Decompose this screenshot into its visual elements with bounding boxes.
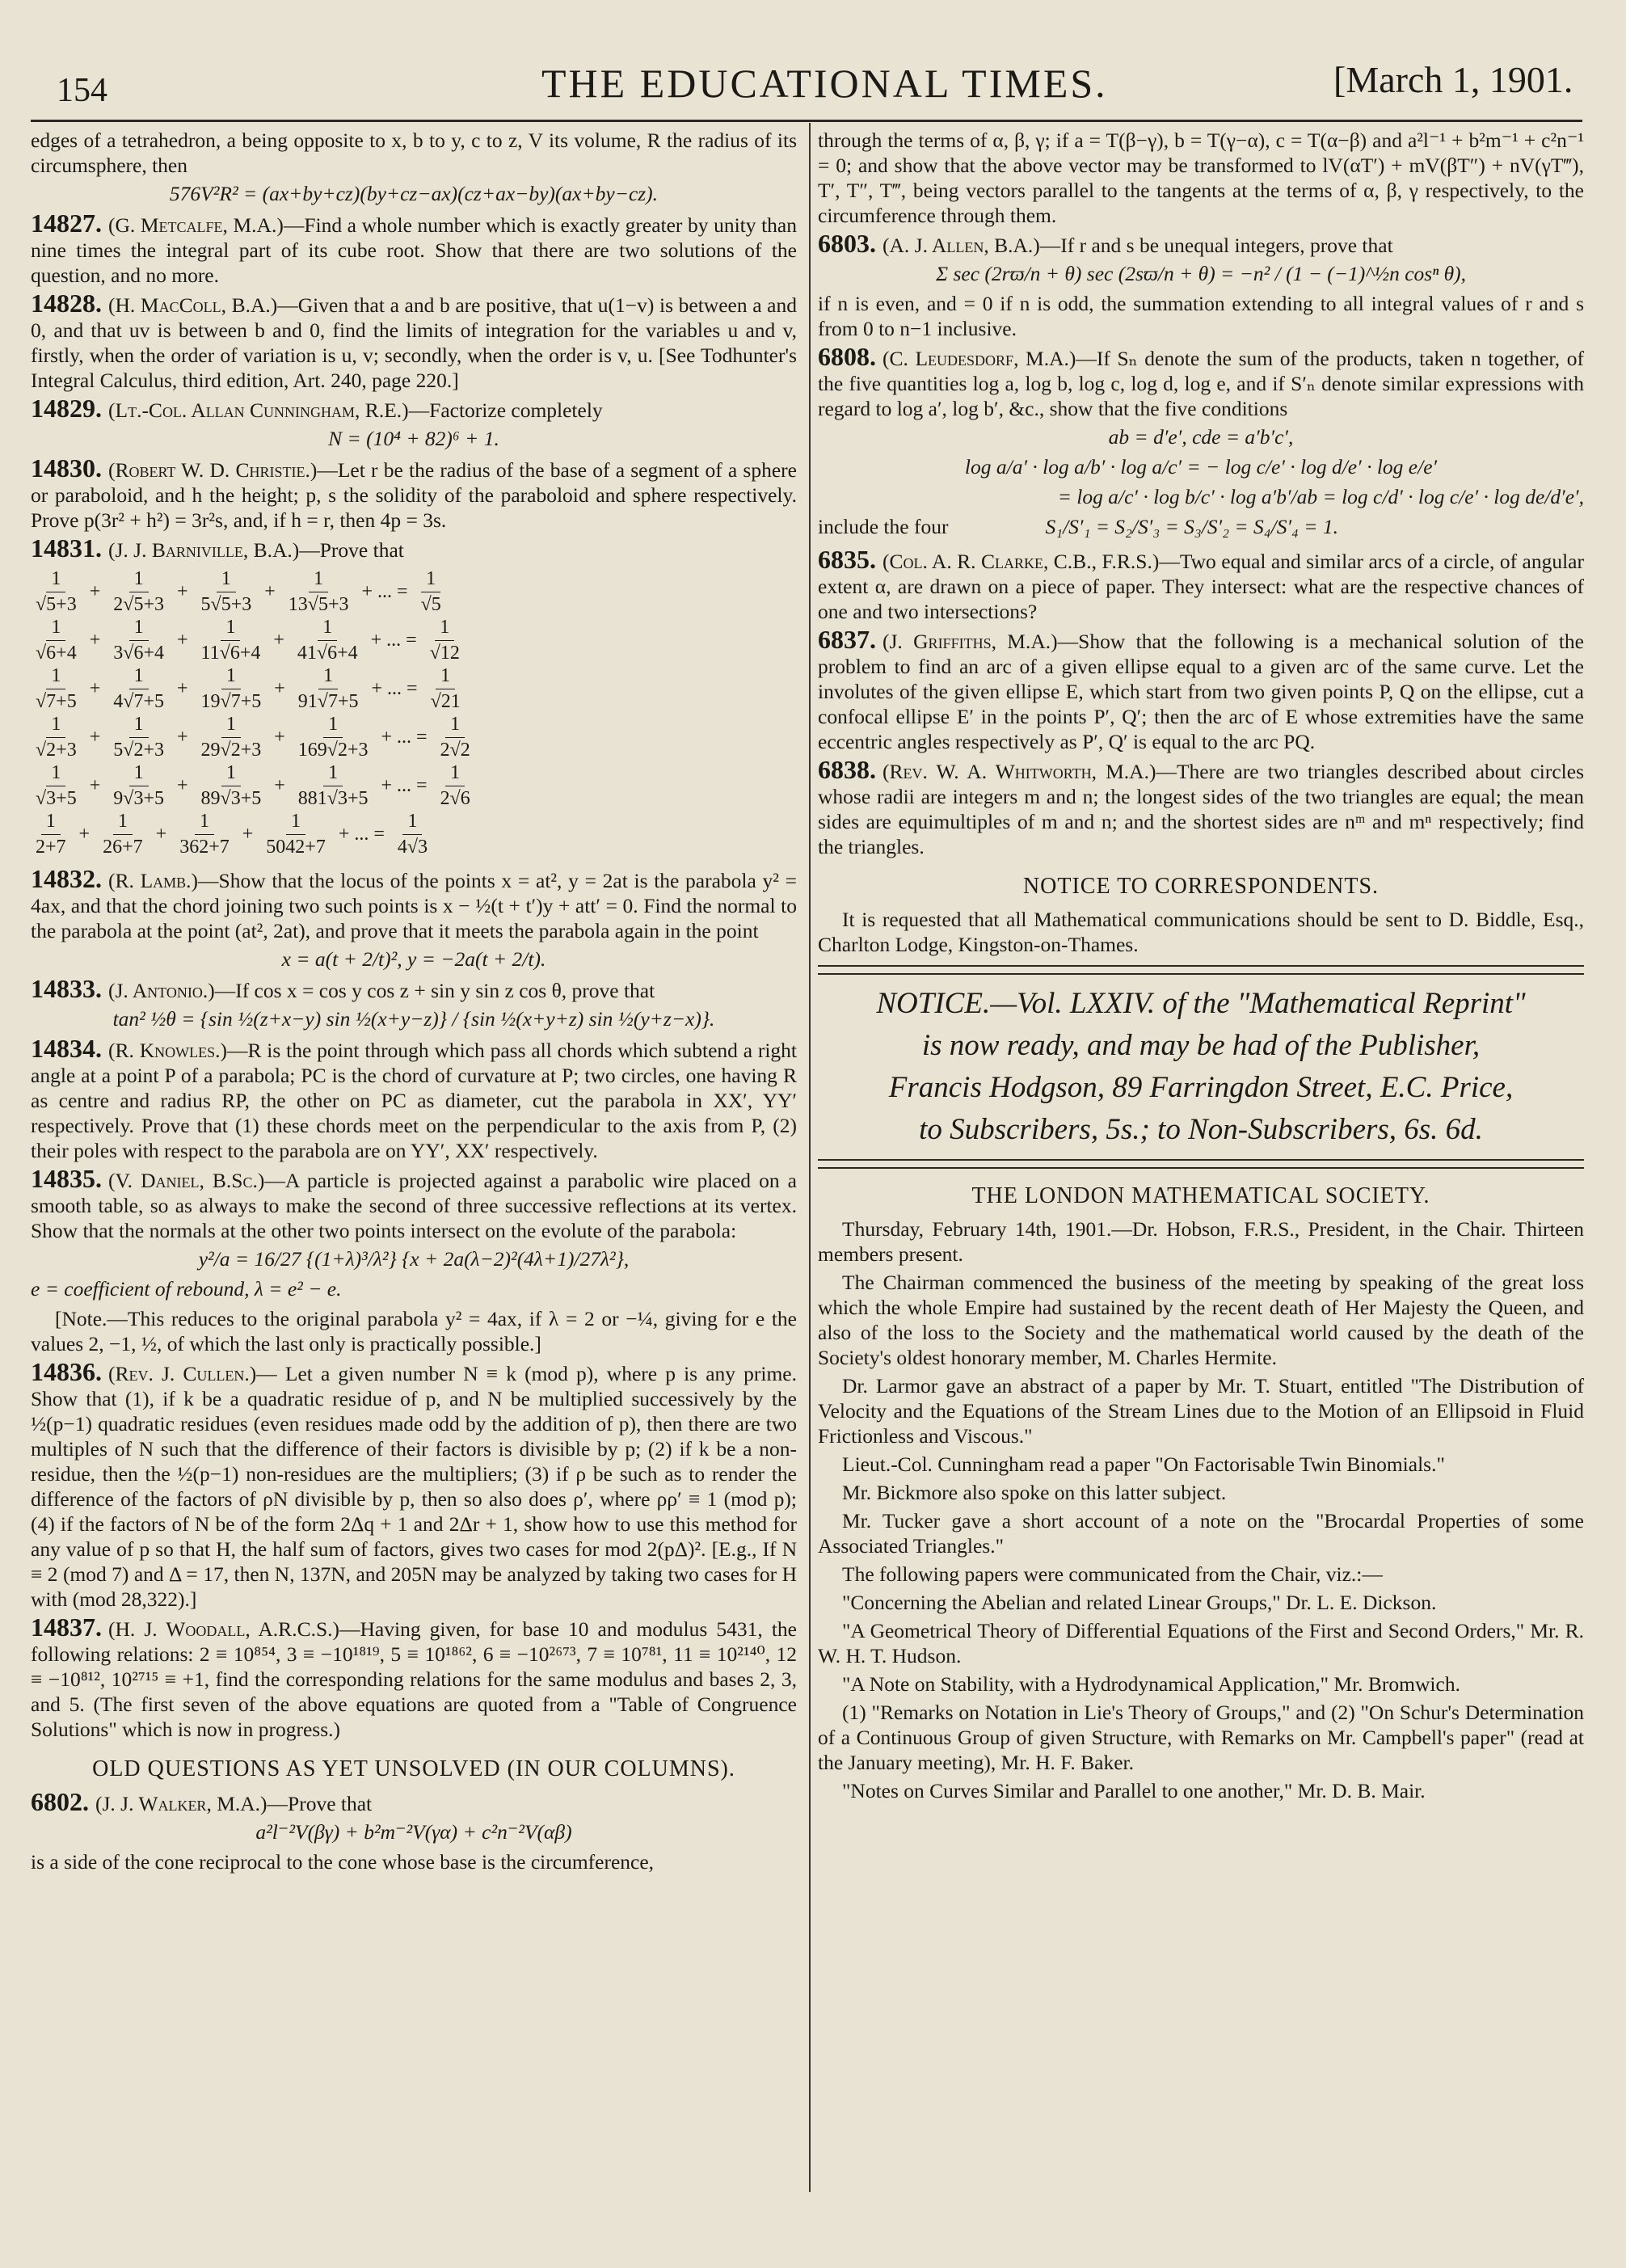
plus-sign: + [274,677,285,699]
plus-sign: + [273,629,284,651]
series-row [31,616,797,664]
question-text: —A particle is projected against a parabolic wire placed on a smooth table, so as always to make the second of three successive reflections at its vertex. Show that the normals at the other two points intersect on the evolute of the parabola: [31,1169,797,1242]
equation: e = coefficient of rebound, λ = e² − e. [31,1277,342,1301]
question-number: 6835. [818,545,876,574]
question-text: —If cos x = cos y cos z + sin y sin z cos θ, prove that [214,979,655,1002]
denominator: 5042+7 [266,836,326,858]
question-6835 [818,547,1584,624]
question-14837 [31,1612,797,1742]
question-number: 14831. [31,533,102,563]
question-number: 6802. [31,1787,89,1816]
plus-sign: + [176,677,188,699]
question-number: 14835. [31,1164,102,1193]
page-number: 154 [57,72,107,109]
question-author: (J. J. Walker, M.A.) [95,1792,267,1815]
society-paragraph: Lieut.-Col. Cunningham read a paper "On Factorisable Twin Binomials." [842,1452,1445,1476]
numerator: 1 [309,567,328,592]
plus-sign: + [274,774,285,796]
question-6802 [31,1787,797,1816]
denominator: √6+4 [36,642,77,664]
numerator: 1 [445,712,465,738]
plus-sign: + [176,629,188,651]
society-paragraph: (1) "Remarks on Notation in Lie's Theory of Groups," and (2) "On Schur's Determination of a Continuous Group of given Structure, with Remarks on Mr. Campbell's paper" (read at the January meeting), Mr. H. F. Baker. [818,1701,1584,1774]
notice-heading: NOTICE TO CORRESPONDENTS. [1022,874,1380,899]
numerator: 1 [129,567,149,592]
numerator: 1 [195,809,214,835]
numerator: 1 [435,615,454,641]
numerator: 1 [436,664,455,689]
society-paragraph: "Concerning the Abelian and related Linear Groups," Dr. L. E. Dickson. [842,1591,1437,1614]
note: [Note.—This reduces to the original parabola y² = 4ax, if λ = 2 or −¼, giving for e the values 2, −1, ½, of which the last only is practically possible.] [31,1307,797,1355]
numerator: 1 [221,664,241,689]
question-text: —Prove that [267,1792,373,1815]
header-rule [31,120,1582,122]
equation: log a/a′ · log a/b′ · log a/c′ = − log c/e′ · log d/e′ · log e/e′ [964,455,1438,478]
question-number: 14837. [31,1612,102,1642]
society-paragraph: Thursday, February 14th, 1901.—Dr. Hobson, F.R.S., President, in the Chair. Thirteen members present. [818,1217,1584,1266]
question-14834 [31,1036,797,1163]
denominator: 41√6+4 [297,642,358,664]
question-text: — Let a given number N ≡ k (mod p), where p is any prime. Show that (1), if k be a quadratic residue of p, and N be multiplied successively by the ½(p−1) quadratic residues (even residues made odd by the addition of p), then there are two multiples of N such that the difference of their factors is divisible by p; (2) if k be a non-residue, then the ½(p−1) non-residues are the multipliers; (3) if ρ be such as to render the difference of the factors of ρN divisible by p, then so also does ρ′, where ρρ′ ≡ 1 (mod p); (4) if the factors of N be of the form 2Δq + 1 and 2Δr + 1, show how to use this method for any value of p so that H, the half sum of factors, gives two cases for mod 2(pΔ)². [E.g., If N ≡ 2 (mod 7) and Δ = 17, then N, 137N, and 205N may be analyzed by taking two cases for H with (mod 28,322).] [31,1362,797,1611]
equation: ab = d′e′, cde = a′b′c′, [1108,425,1294,449]
question-14828 [31,291,797,393]
plus-sign: + [155,823,167,845]
page-header [57,52,1592,116]
numerator: 1 [221,761,241,786]
question-number: 14828. [31,289,102,318]
question-author: (R. Lamb.) [108,869,199,892]
series-block [31,567,797,858]
question-number: 14829. [31,394,102,423]
denominator: 19√7+5 [200,690,262,712]
question-author: (Col. A. R. Clarke, C.B., F.R.S.) [883,550,1160,573]
question-text: —Show that the locus of the points x = at², y = 2at is the parabola y² = 4ax, and that the chord joining two such points is x − ½(t + t′)y + att′ = 0. Find the normal to the parabola at the point (at², 2at), and prove that it meets the parabola again in the point [31,869,798,942]
plus-sign: + [264,580,276,602]
notice-line: Francis Hodgson, 89 Farringdon Street, E.C. Price, [888,1071,1514,1104]
question-number: 14833. [31,974,102,1003]
question-number: 14836. [31,1357,102,1386]
denominator: √3+5 [36,787,77,809]
question-14832 [31,866,797,943]
ellipsis-equals: + ... = [381,774,428,796]
question-author: (J. J. Barniville, B.A.) [108,538,300,562]
denominator: 9√3+5 [113,787,164,809]
numerator: 1 [46,712,65,738]
denominator: 5√2+3 [113,739,164,761]
denominator: 881√3+5 [297,787,369,809]
column-divider [809,123,811,2192]
numerator: 1 [113,809,133,835]
numerator: 1 [221,615,240,641]
question-number: 14832. [31,864,102,893]
society-paragraph: The following papers were communicated from the Chair, viz.:— [842,1562,1383,1586]
question-text: —Let r be the radius of the base of a segment of a sphere or paraboloid, and h the height; p, s the solidity of the paraboloid and sphere respectively. Prove p(3r² + h²) = 3r²s, and, if h = r, then 4p = 3s. [31,458,797,532]
question-text: —Two equal and similar arcs of a circle, of angular extent α, are drawn on a piece of paper. They intersect: what are the respective chances of one and two intersections? [818,550,1584,623]
plus-sign: + [78,823,91,845]
society-paragraph: "A Geometrical Theory of Differential Equations of the First and Second Orders," Mr. R. W. H. T. Hudson. [818,1619,1584,1667]
question-text: if n is even, and = 0 if n is odd, the summation extending to all integral values of r and s from 0 to n−1 inclusive. [818,292,1584,340]
denominator: 4√7+5 [113,690,164,712]
question-14831 [31,533,797,563]
notice-line: is now ready, and may be had of the Publisher, [921,1029,1481,1062]
include-line [818,514,1584,539]
series-row [31,713,797,761]
numerator: 1 [46,761,65,786]
numerator: 1 [402,809,422,835]
question-author: (C. Leudesdorf, M.A.) [883,347,1076,370]
equation: x = a(t + 2/t)², y = −2a(t + 2/t). [281,947,546,971]
plus-sign: + [89,580,101,602]
denominator: √2+3 [36,739,77,761]
question-number: 6803. [818,229,876,258]
question-number: 6838. [818,755,876,784]
question-author: (Rev. W. A. Whitworth, M.A.) [883,760,1156,783]
numerator: 1 [46,567,65,592]
denominator: 89√3+5 [200,787,262,809]
numerator: 1 [221,712,241,738]
denominator: √7+5 [36,690,77,712]
continued-text: is a side of the cone reciprocal to the cone whose base is the circumference, [31,1850,655,1874]
left-column [31,128,797,1878]
notice-line: NOTICE.—Vol. LXXIV. of the "Mathematical Reprint" [876,987,1526,1020]
numerator: 1 [445,761,465,786]
continued-text: edges of a tetrahedron, a being opposite to x, b to y, c to z, V its volume, R the radius of its circumsphere, then [31,129,797,177]
question-number: 14834. [31,1034,102,1063]
question-14833 [31,976,797,1003]
question-author: (A. J. Allen, B.A.) [883,234,1040,257]
continued-text: through the terms of α, β, γ; if a = T(β−γ), b = T(γ−α), c = T(α−β) and a²l⁻¹ + b²m⁻¹ + c²n⁻¹ = 0; and show that the above vector may be transformed to lV(αT′) + mV(βT″) + nV(γT‴), T′, T″, T‴, being vectors parallel to the tangents at the terms of α, β, γ respectively, to the circumference through them. [818,129,1584,227]
society-paragraph: "A Note on Stability, with a Hydrodynamical Application," Mr. Bromwich. [842,1672,1460,1696]
question-number: 14830. [31,453,102,483]
plus-sign: + [89,677,101,699]
question-text: —If Sₙ denote the sum of the products, taken n together, of the five quantities log a, log b, log c, log d, log e, and if S′ₙ denote similar expressions with regard to log a′, log b′, &c., show that the five conditions [818,347,1585,420]
question-14827 [31,211,797,288]
question-author: (R. Knowles.) [108,1039,227,1062]
question-14830 [31,453,797,533]
masthead-title: THE EDUCATIONAL TIMES. [541,61,1108,106]
plus-sign: + [176,726,188,748]
reprint-notice [818,983,1584,1151]
series-row [31,761,797,810]
equation: y²/a = 16/27 {(1+λ)³/λ²} {x + 2a(λ−2)²(4λ+1)/27λ²}, [198,1247,630,1271]
section-heading: OLD QUESTIONS AS YET UNSOLVED (IN OUR COLUMNS). [92,1756,735,1781]
result: √21 [430,690,461,712]
question-text: —Prove that [299,538,404,562]
denominator: 2+7 [36,836,66,858]
denominator: 3√6+4 [113,642,164,664]
question-14836 [31,1357,797,1612]
question-text: —R is the point through which pass all chords which subtend a right angle at a point P of a parabola; PC is the chord of curvature at P; two circles, one having R as centre and radius RP, the other on PC as diameter, cut the parabola in XX′, YY′ respectively. Prove that (1) these chords meet on the perpendicular to the axis from P, (2) their poles with respect to the parabola are on YY′, XX′ respectively. [31,1039,797,1162]
society-paragraph: "Notes on Curves Similar and Parallel to one another," Mr. D. B. Mair. [842,1779,1426,1802]
plus-sign: + [89,774,101,796]
society-paragraph: The Chairman commenced the business of the meeting by speaking of the great loss which the whole Empire had sustained by the recent death of Her Majesty the Queen, and also of the loss to the Society and the mathematical world caused by the death of the Society's oldest honorary member, M. Charles Hermite. [818,1271,1584,1369]
denominator: 2√5+3 [113,593,164,615]
notice-line: to Subscribers, 5s.; to Non-Subscribers, 6s. 6d. [919,1113,1483,1146]
question-number: 6808. [818,342,876,371]
question-6803 [818,231,1584,258]
question-text: —Having given, for base 10 and modulus 5431, the following relations: 2 ≡ 10⁸⁵⁴, 3 ≡ −10¹⁸¹⁹, 5 ≡ 10¹⁸⁶², 6 ≡ −10²⁶⁷³, 7 ≡ 10⁷⁸¹, 11 ≡ 10²¹⁴⁰, 12 ≡ −10⁸¹², 10²⁷¹⁵ ≡ +1, find the corresponding relations for the same modulus and bases 2, 3, and 5. (The first seven of the above equations are quoted from a "Table of Congruence Solutions" which is now in progress.) [31,1617,797,1741]
equation: a²l⁻²V(βγ) + b²m⁻²V(γα) + c²n⁻²V(αβ) [255,1820,572,1844]
numerator: 1 [318,664,338,689]
question-author: (Lt.-Col. Allan Cunningham, R.E.) [108,398,409,422]
denominator: 5√5+3 [200,593,252,615]
double-rule [818,965,1584,975]
plus-sign: + [176,774,188,796]
question-author: (Robert W. D. Christie.) [108,458,318,482]
equation: 576V²R² = (ax+by+cz)(by+cz−ax)(cz+ax−by)(ax+by−cz). [169,182,659,205]
equation: tan² ½θ = {sin ½(z+x−y) sin ½(x+y−z)} / {sin ½(x+y+z) sin ½(y+z−x)}. [112,1007,715,1031]
plus-sign: + [242,823,254,845]
equation: N = (10⁴ + 82)⁶ + 1. [328,427,499,450]
society-paragraph: Dr. Larmor gave an abstract of a paper by Mr. T. Stuart, entitled "The Distribution of Velocity and the Equations of the Stream Lines due to the Motion of an Ellipsoid in Fluid Frictionless and Viscous." [818,1374,1584,1448]
plus-sign: + [176,580,188,602]
equation: Σ sec (2rϖ/n + θ) sec (2sϖ/n + θ) = −n² / (1 − (−1)^½n cosⁿ θ), [935,262,1467,285]
equation: S₁/S′₁ = S₂/S′₃ = S₃/S′₂ = S₄/S′₄ = 1. [1045,515,1338,538]
result: √12 [429,642,460,664]
result: 4√3 [397,836,428,858]
question-number: 6837. [818,625,876,654]
ellipsis-equals: + ... = [371,677,418,699]
include-label: include the four [818,515,949,538]
right-column [818,128,1584,1806]
numerator: 1 [129,664,149,689]
question-6837 [818,627,1584,754]
ellipsis-equals: + ... = [370,629,417,651]
society-paragraph: Mr. Bickmore also spoke on this latter subject. [842,1481,1227,1504]
question-6808 [818,344,1584,421]
issue-date: [March 1, 1901. [1333,59,1573,100]
society-heading: THE LONDON MATHEMATICAL SOCIETY. [971,1183,1430,1208]
denominator: 29√2+3 [200,739,262,761]
denominator: 91√7+5 [297,690,359,712]
question-author: (G. Metcalfe, M.A.) [108,213,284,237]
question-author: (J. Griffiths, M.A.) [883,630,1058,653]
numerator: 1 [286,809,305,835]
denominator: √5+3 [36,593,77,615]
question-text: —If r and s be unequal integers, prove that [1039,234,1393,257]
numerator: 1 [421,567,440,592]
notice-text: It is requested that all Mathematical communications should be sent to D. Biddle, Esq., Charlton Lodge, Kingston-on-Thames. [818,908,1584,956]
numerator: 1 [129,615,149,641]
question-author: (Rev. J. Cullen.) [108,1362,257,1385]
question-text: —Given that a and b are positive, that u(1−v) is between a and 0, and that uv is between b and 0, find the limits of integration for the variables u and v, firstly, when the order of variation is u, v; secondly, when the order is v, u. [See Todhunter's Integral Calculus, third edition, Art. 240, page 220.] [31,293,797,392]
numerator: 1 [41,809,61,835]
question-author: (H. J. Woodall, A.R.C.S.) [108,1617,339,1641]
plus-sign: + [89,629,101,651]
numerator: 1 [323,761,343,786]
numerator: 1 [129,712,149,738]
society-paragraph: Mr. Tucker gave a short account of a note on the "Brocardal Properties of some Associated Triangles." [818,1509,1584,1558]
series-row [31,810,797,858]
series-row [31,664,797,713]
numerator: 1 [46,615,65,641]
question-text: —Factorize completely [408,398,603,422]
question-author: (V. Daniel, B.Sc.) [108,1169,265,1192]
ellipsis-equals: + ... = [338,823,385,845]
numerator: 1 [129,761,149,786]
result: 2√6 [440,787,470,809]
result: √5 [420,593,441,615]
numerator: 1 [217,567,236,592]
question-6838 [818,757,1584,859]
ellipsis-equals: + ... = [361,580,408,602]
denominator: 11√6+4 [200,642,261,664]
denominator: 26+7 [103,836,143,858]
question-14829 [31,396,797,423]
ellipsis-equals: + ... = [381,726,428,748]
numerator: 1 [46,664,65,689]
result: 2√2 [440,739,470,761]
double-rule [818,1159,1584,1169]
denominator: 13√5+3 [288,593,349,615]
equation: = log a/c′ · log b/c′ · log a′b′/ab = log c/d′ · log c/e′ · log de/d′e′, [1057,485,1584,508]
series-row [31,567,797,616]
denominator: 362+7 [179,836,230,858]
question-14835 [31,1166,797,1243]
plus-sign: + [274,726,285,748]
question-text: —Find a whole number which is exactly greater by unity than nine times the integral part of its cube root. Show that there are two solutions of the question, and no more. [31,213,797,287]
question-number: 14827. [31,209,102,238]
question-author: (H. MacColl, B.A.) [108,293,278,317]
question-text: —Show that the following is a mechanical solution of the problem to find an arc of a given ellipse equal to a given arc of the same curve. Let the involutes of the given ellipse E, which start from two given points P, Q on the ellipse, cut a confocal ellipse E′ in the points P′, Q′; then the arc of E whose extremities have the same eccentric angles respectively as P′, Q′ is equal to the arc PQ. [818,630,1584,753]
numerator: 1 [323,712,343,738]
plus-sign: + [89,726,101,748]
numerator: 1 [318,615,337,641]
denominator: 169√2+3 [297,739,369,761]
question-author: (J. Antonio.) [108,979,215,1002]
question-text: —There are two triangles described about circles whose radii are integers m and n; the longest sides of the two triangles are equal; the mean sides are equimultiples of m and n; and the shortest sides are nᵐ and mⁿ respectively; find the triangles. [818,760,1584,858]
